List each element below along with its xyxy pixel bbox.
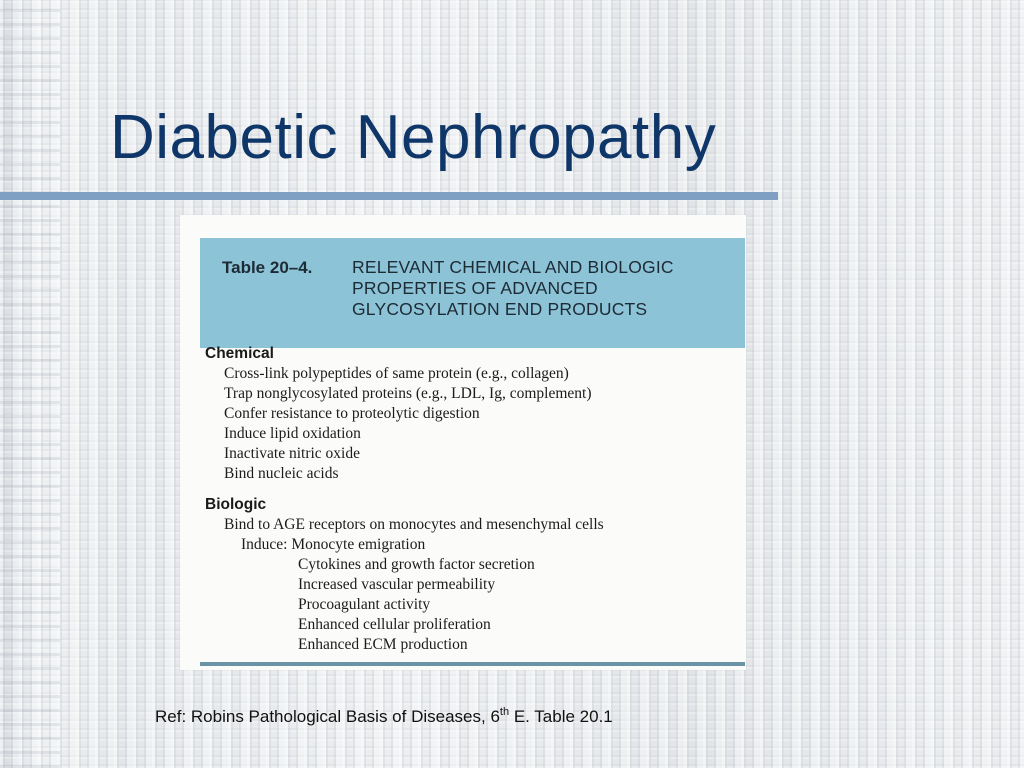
table-header <box>200 238 745 348</box>
reference-superscript: th <box>499 706 510 718</box>
table-bottom-rule <box>200 662 745 666</box>
reference-text: Ref: Robins Pathological Basis of Diseases, 6 <box>155 707 500 726</box>
title-underline <box>0 192 778 200</box>
table-caption <box>352 257 674 320</box>
table-body <box>205 343 735 655</box>
chemical-heading: Chemical <box>205 345 274 362</box>
biologic-induce-item: Cytokines and growth factor secretion <box>298 556 535 573</box>
chemical-item: Confer resistance to proteolytic digestion <box>224 405 480 422</box>
background-stripe <box>0 0 60 768</box>
section-gap <box>205 484 735 494</box>
biologic-heading: Biologic <box>205 496 267 513</box>
chemical-item: Cross-link polypeptides of same protein (e.g., collagen) <box>224 365 569 382</box>
reference-suffix: E. Table 20.1 <box>509 707 613 726</box>
biologic-induce-item: Increased vascular permeability <box>298 576 496 593</box>
chemical-item: Trap nonglycosylated proteins (e.g., LDL, Ig, complement) <box>224 385 592 402</box>
table-number: Table 20–4. <box>222 258 313 277</box>
biologic-induce-item: Enhanced cellular proliferation <box>298 616 491 633</box>
reference-citation <box>155 707 613 727</box>
biologic-induce-item: Enhanced ECM production <box>298 636 468 653</box>
chemical-item: Bind nucleic acids <box>224 465 339 482</box>
table-figure <box>180 215 746 670</box>
chemical-item: Inactivate nitric oxide <box>224 445 360 462</box>
biologic-item: Bind to AGE receptors on monocytes and mesenchymal cells <box>224 516 604 533</box>
biologic-induce-item: Procoagulant activity <box>298 596 431 613</box>
table-caption-line: RELEVANT CHEMICAL AND BIOLOGIC <box>352 257 674 277</box>
biologic-induce-label: Induce: Monocyte emigration <box>241 536 426 553</box>
slide-title: Diabetic Nephropathy <box>110 103 717 172</box>
table-caption-line: GLYCOSYLATION END PRODUCTS <box>352 299 648 319</box>
table-caption-line: PROPERTIES OF ADVANCED <box>352 278 598 298</box>
chemical-item: Induce lipid oxidation <box>224 425 361 442</box>
